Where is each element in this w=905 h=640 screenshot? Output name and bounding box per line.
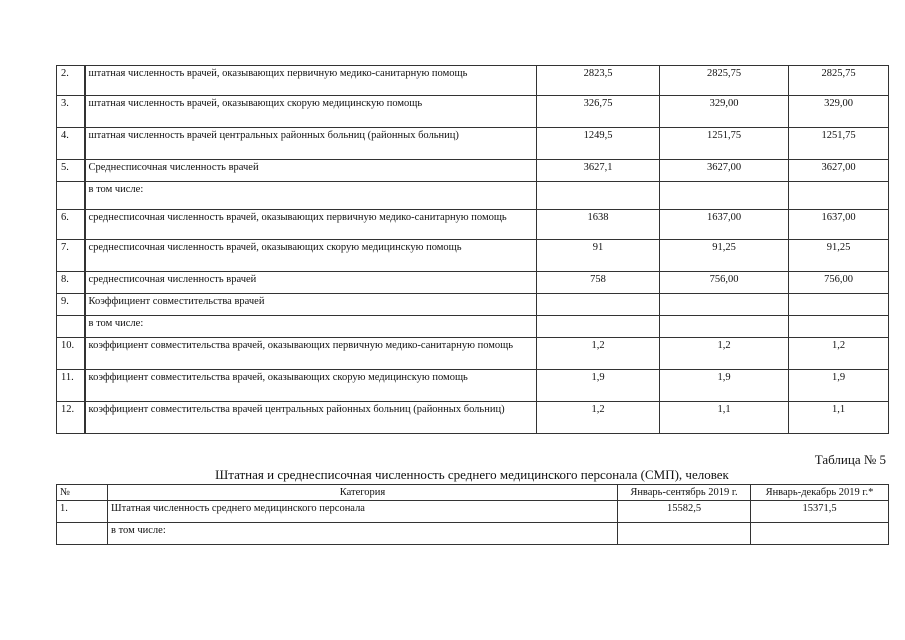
table-row — [57, 210, 889, 240]
value-col-3: 1,1 — [789, 402, 889, 434]
value-col-3: 91,25 — [789, 240, 889, 272]
value-jan-dec: 15371,5 — [751, 501, 889, 523]
value-col-1: 1,2 — [537, 402, 660, 434]
row-number: 2. — [57, 66, 85, 96]
value-col-2: 91,25 — [660, 240, 789, 272]
value-col-1: 1,9 — [537, 370, 660, 402]
table-row — [57, 66, 889, 96]
value-col-1: 1638 — [537, 210, 660, 240]
row-label: коэффициент совместительства врачей, оказывающих первичную медико-санитарную помощь — [85, 338, 537, 370]
table-row — [57, 402, 889, 434]
value-col-3: 3627,00 — [789, 160, 889, 182]
table-header-row — [57, 485, 889, 501]
table-row — [57, 182, 889, 210]
staffing-table-nurses-body — [57, 501, 889, 545]
row-label: в том числе: — [85, 182, 537, 210]
value-col-1: 91 — [537, 240, 660, 272]
value-col-1 — [537, 316, 660, 338]
value-col-3: 2825,75 — [789, 66, 889, 96]
row-label: Коэффициент совместительства врачей — [85, 294, 537, 316]
value-col-2 — [660, 182, 789, 210]
header-category: Категория — [108, 485, 618, 501]
table-title: Штатная и среднесписочная численность среднего медицинского персонала (СМП), человек — [215, 467, 729, 482]
staffing-table-nurses — [56, 484, 889, 545]
value-col-2: 1637,00 — [660, 210, 789, 240]
table-row — [57, 501, 889, 523]
value-col-3: 1251,75 — [789, 128, 889, 160]
header-period-jan-dec: Январь-декабрь 2019 г.* — [751, 485, 889, 501]
row-label: среднесписочная численность врачей, оказывающих первичную медико-санитарную помощь — [85, 210, 537, 240]
row-number: 11. — [57, 370, 85, 402]
value-col-1: 1249,5 — [537, 128, 660, 160]
row-number: 5. — [57, 160, 85, 182]
table-row — [57, 96, 889, 128]
value-col-2: 329,00 — [660, 96, 789, 128]
value-col-2: 756,00 — [660, 272, 789, 294]
value-col-1: 1,2 — [537, 338, 660, 370]
value-col-3: 1,2 — [789, 338, 889, 370]
row-label: штатная численность врачей, оказывающих скорую медицинскую помощь — [85, 96, 537, 128]
row-label: штатная численность врачей центральных районных больниц (районных больниц) — [85, 128, 537, 160]
value-col-3 — [789, 316, 889, 338]
row-label: в том числе: — [108, 523, 618, 545]
value-col-3: 1,9 — [789, 370, 889, 402]
header-number: № — [57, 485, 108, 501]
table-row — [57, 272, 889, 294]
value-col-2: 2825,75 — [660, 66, 789, 96]
table-row — [57, 128, 889, 160]
value-col-1: 326,75 — [537, 96, 660, 128]
value-col-1: 758 — [537, 272, 660, 294]
row-label: среднесписочная численность врачей, оказывающих скорую медицинскую помощь — [85, 240, 537, 272]
row-number: 7. — [57, 240, 85, 272]
value-col-1: 3627,1 — [537, 160, 660, 182]
row-label: Среднесписочная численность врачей — [85, 160, 537, 182]
value-col-1 — [537, 182, 660, 210]
row-number: 9. — [57, 294, 85, 316]
value-col-2 — [660, 316, 789, 338]
value-col-3 — [789, 294, 889, 316]
staffing-table-doctors-body — [57, 66, 889, 434]
value-col-1 — [537, 294, 660, 316]
value-col-2: 1,2 — [660, 338, 789, 370]
value-col-2: 1,9 — [660, 370, 789, 402]
row-label: в том числе: — [85, 316, 537, 338]
table-row — [57, 160, 889, 182]
value-jan-sep — [618, 523, 751, 545]
staffing-table-doctors — [56, 65, 889, 434]
row-label: штатная численность врачей, оказывающих первичную медико-санитарную помощь — [85, 66, 537, 96]
row-number: 12. — [57, 402, 85, 434]
row-label: коэффициент совместительства врачей, оказывающих скорую медицинскую помощь — [85, 370, 537, 402]
row-number: 8. — [57, 272, 85, 294]
table-row — [57, 338, 889, 370]
value-jan-dec — [751, 523, 889, 545]
table-row — [57, 294, 889, 316]
row-number: 4. — [57, 128, 85, 160]
table-row — [57, 523, 889, 545]
value-col-3: 1637,00 — [789, 210, 889, 240]
row-number: 10. — [57, 338, 85, 370]
row-number — [57, 182, 85, 210]
value-col-3 — [789, 182, 889, 210]
row-number — [57, 523, 108, 545]
value-col-2: 1,1 — [660, 402, 789, 434]
row-number — [57, 316, 85, 338]
table-row — [57, 370, 889, 402]
row-number: 3. — [57, 96, 85, 128]
header-period-jan-sep: Январь-сентябрь 2019 г. — [618, 485, 751, 501]
row-number: 6. — [57, 210, 85, 240]
row-label: Штатная численность среднего медицинского персонала — [108, 501, 618, 523]
row-label: коэффициент совместительства врачей центральных районных больниц (районных больниц) — [85, 402, 537, 434]
value-col-3: 756,00 — [789, 272, 889, 294]
row-label: среднесписочная численность врачей — [85, 272, 537, 294]
row-number: 1. — [57, 501, 108, 523]
value-col-3: 329,00 — [789, 96, 889, 128]
value-col-2: 3627,00 — [660, 160, 789, 182]
table-row — [57, 240, 889, 272]
value-col-1: 2823,5 — [537, 66, 660, 96]
value-col-2 — [660, 294, 789, 316]
table-row — [57, 316, 889, 338]
value-jan-sep: 15582,5 — [618, 501, 751, 523]
value-col-2: 1251,75 — [660, 128, 789, 160]
table-number-caption: Таблица № 5 — [814, 452, 886, 467]
